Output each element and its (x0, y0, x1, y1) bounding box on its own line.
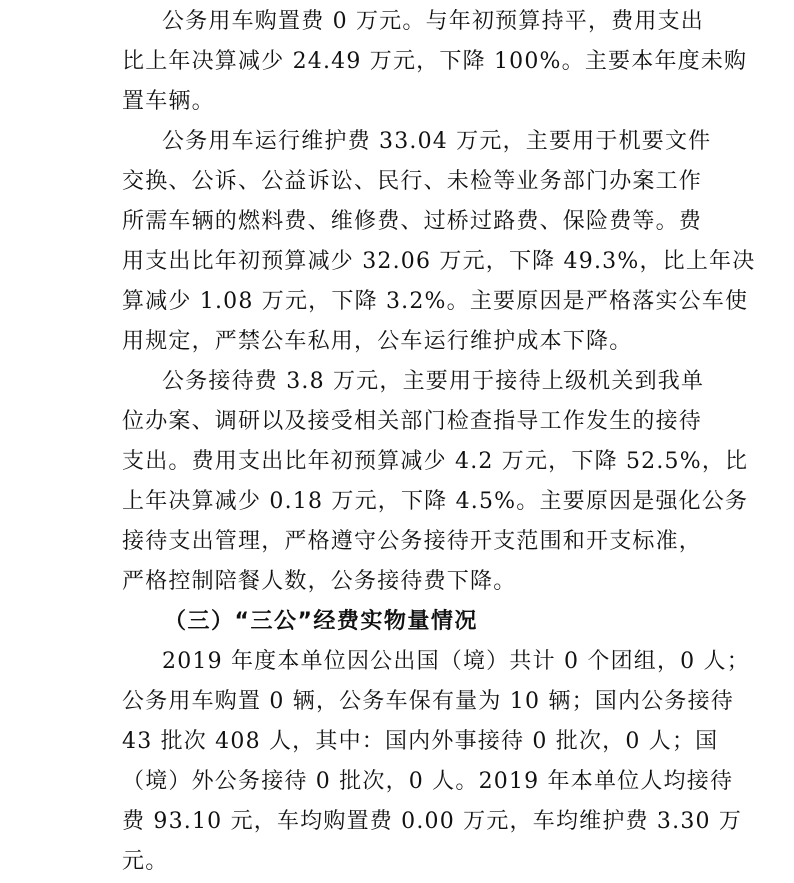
paragraph-line: 严格控制陪餐人数，公务接待费下降。 (122, 569, 517, 594)
paragraph-line: 公务用车购置费 0 万元。与年初预算持平，费用支出 (162, 9, 704, 34)
paragraph-line: 43 批次 408 人，其中：国内外事接待 0 批次，0 人；国 (122, 729, 719, 754)
section-heading: （三）“三公”经费实物量情况 (164, 609, 478, 634)
paragraph-line: 公务用车运行维护费 33.04 万元，主要用于机要文件 (162, 129, 712, 154)
paragraph-line: （境）外公务接待 0 批次，0 人。2019 年本单位人均接待 (122, 769, 734, 794)
paragraph-line: 比上年决算减少 24.49 万元，下降 100%。主要本年度未购 (122, 49, 748, 74)
paragraph-line: 用支出比年初预算减少 32.06 万元，下降 49.3%，比上年决 (122, 249, 756, 274)
paragraph-line: 接待支出管理，严格遵守公务接待开支范围和开支标准， (122, 529, 703, 554)
paragraph-line: 元。 (122, 849, 169, 874)
paragraph-line: 支出。费用支出比年初预算减少 4.2 万元，下降 52.5%，比 (122, 449, 749, 474)
paragraph-line: 公务用车购置 0 辆，公务车保有量为 10 辆；国内公务接待 (122, 689, 734, 714)
paragraph-line: 交换、公诉、公益诉讼、民行、未检等业务部门办案工作 (122, 169, 703, 194)
paragraph-line: 所需车辆的燃料费、维修费、过桥过路费、保险费等。费 (122, 209, 703, 234)
paragraph-line: 2019 年度本单位因公出国（境）共计 0 个团组，0 人； (162, 649, 750, 674)
paragraph-line: 公务接待费 3.8 万元，主要用于接待上级机关到我单 (162, 369, 705, 394)
paragraph-line: 算减少 1.08 万元，下降 3.2%。主要原因是严格落实公车使 (122, 289, 749, 314)
paragraph-line: 上年决算减少 0.18 万元，下降 4.5%。主要原因是强化公务 (122, 489, 749, 514)
paragraph-line: 用规定，严禁公车私用，公车运行维护成本下降。 (122, 329, 633, 354)
paragraph-line: 费 93.10 元，车均购置费 0.00 万元，车均维护费 3.30 万 (122, 809, 743, 834)
paragraph-line: 位办案、调研以及接受相关部门检查指导工作发生的接待 (122, 409, 703, 434)
paragraph-line: 置车辆。 (122, 89, 215, 114)
